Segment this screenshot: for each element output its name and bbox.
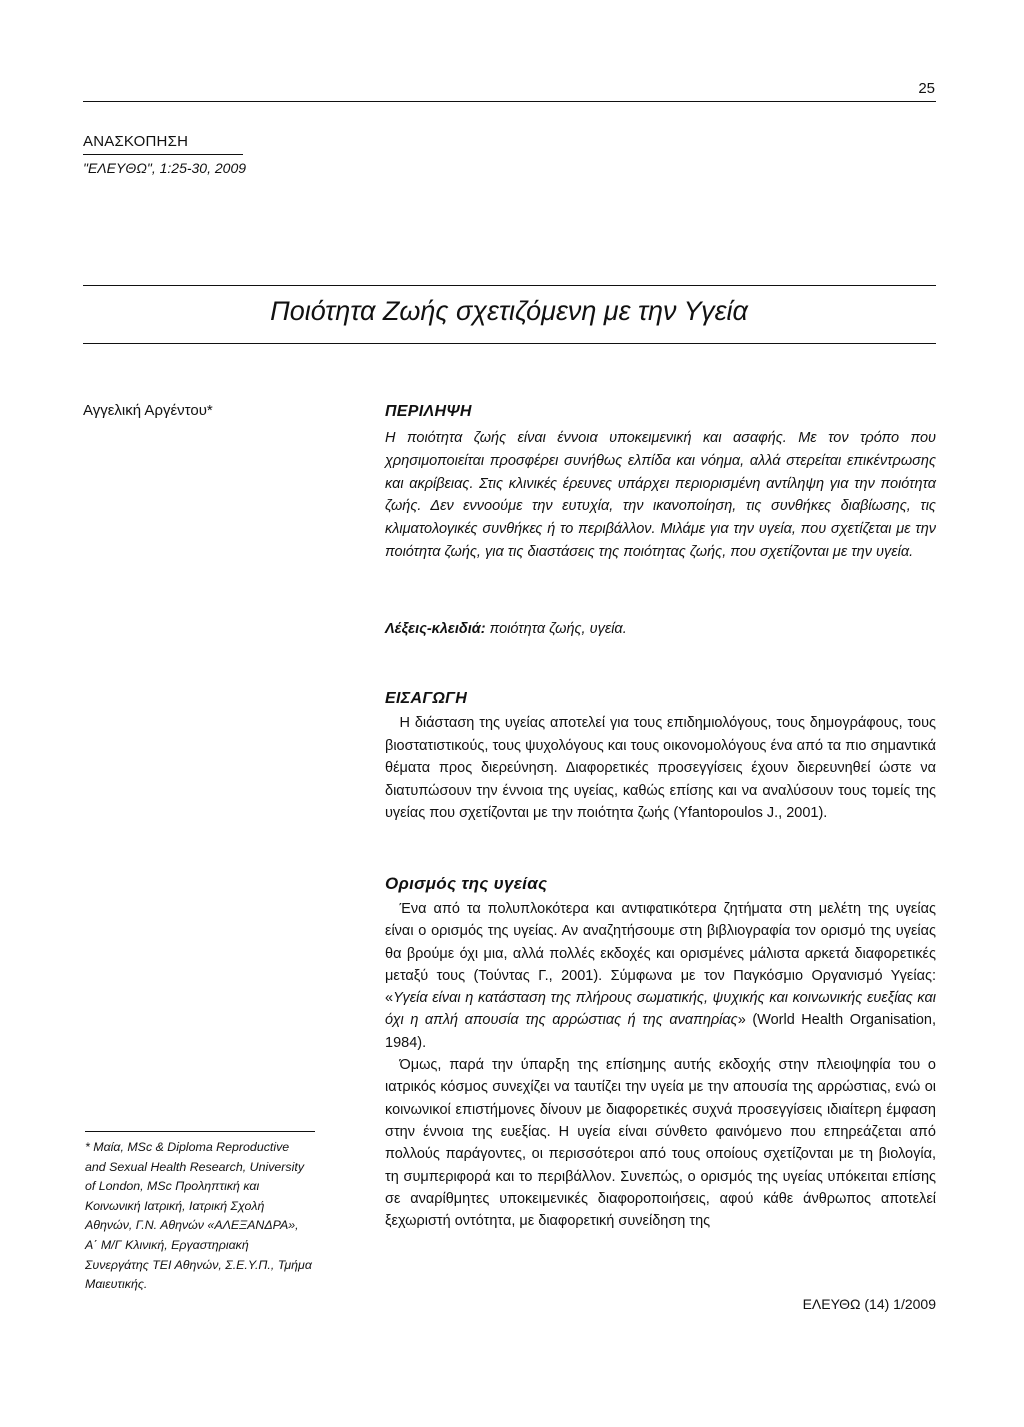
abstract-text: Η ποιότητα ζωής είναι έννοια υποκειμενική και ασαφής. Με τον τρόπο που χρησιμοποιείται προσφέρει συνήθως ελπίδα και νόημα, αλλά στερείται επικέντρωσης και ακρίβειας. Στις κλινικές έρευνες υπάρχει περιορισμένη αντίληψη για την ποιότητα ζωής. Δεν εννοούμε την ευτυχία, την ικανοποίηση, τις συνθήκες διαβίωσης, τις κλιματολογικές συνθήκες ή το περιβάλλον. Μιλάμε για την υγεία, που σχετίζεται με την ποιότητα ζωής, για τις διαστάσεις της ποιότητας ζωής, που σχετίζονται με την υγεία. (385, 430, 936, 560)
health-definition-paragraph-2: Όμως, παρά την ύπαρξη της επίσημης αυτής εκδοχής στην πλειοψηφία του ο ιατρικός κόσμος συνεχίζει να ταυτίζει την υγεία με την απουσία της αρρώστιας, ενώ οι κοινωνικοί επιστήμονες δίνουν με διαφορετικές συχνά προσεγγίσεις ιδιαίτερη έμφαση στην έννοια της ευεξίας. Η υγεία είναι σύνθετο φαινόμενο που επηρεάζεται από πολλούς παράγοντες, οι περισσότεροι από τους οποίους σχετίζονται με τη βιολογία, τη συμπεριφορά και το περιβάλλον. Συνεπώς, ο ορισμός της υγείας υπόκειται επίσης σε αναρίθμητες υποκειμενικές διαφοροποιήσεις, αφού κάθε άνθρωπος αποτελεί ξεχωριστή οντότητα, με διαφορετική συνείδηση της (385, 1057, 936, 1230)
section-label-underline (83, 154, 243, 155)
p1-end: » (World Health Organisation, 1984). (385, 1012, 936, 1051)
keywords-value: ποιότητα ζωής, υγεία. (489, 621, 627, 637)
page-number: 25 (918, 80, 935, 97)
section-label: ΑΝΑΣΚΟΠΗΣΗ (83, 133, 189, 150)
who-quote: Υγεία είναι η κατάσταση της πλήρους σωματικής, ψυχικής και κοινωνικής ευεξίας και όχι η απλή απουσία της αρρώστιας ή της αναπηρίας (385, 990, 936, 1029)
p1-start: Ένα από τα πολυπλοκότερα και αντιφατικότερα ζητήματα στη μελέτη της υγείας είναι ο ορισμός της υγείας. Αν αναζητήσουμε στη βιβλιογραφία τον ορισμό της υγείας θα βρούμε όχι μια, αλλά πολλές εκδοχές και ορισμένες μάλιστα αρκετά διαφορετικές μεταξύ τους (Τούντας Γ., 2001). Σύμφωνα με τον Παγκόσμιο Οργανισμό Υγείας: « (385, 901, 936, 1007)
introduction-heading: ΕΙΣΑΓΩΓΗ (385, 690, 468, 707)
footnote-rule (85, 1131, 315, 1132)
abstract-heading: ΠΕΡΙΛΗΨΗ (385, 403, 472, 420)
author-name: Αγγελική Αργέντου* (83, 402, 213, 419)
footer-journal-mark: ΕΛΕΥΘΩ (14) 1/2009 (802, 1296, 936, 1312)
header-rule (83, 101, 936, 102)
introduction-text: Η διάσταση της υγείας αποτελεί για τους επιδημιολόγους, τους δημογράφους, τους βιοστατιστικούς, τους ψυχολόγους και τους οικονομολόγους ένα από τα πιο σημαντικά θέματα προς διερεύνηση. Διαφορετικές προσεγγίσεις έχουν διερευνηθεί ώστε να διατυπώσουν την έννοια της υγείας, καθώς επίσης και να αναλύσουν τους τομείς της υγείας που σχετίζονται με την ποιότητα ζωής (Yfantopoulos J., 2001). (385, 715, 936, 822)
health-definition-heading: Ορισμός της υγείας (385, 874, 548, 893)
article-title: Ποιότητα Ζωής σχετιζόμενη με την Υγεία (270, 296, 748, 326)
title-bottom-rule (83, 343, 936, 344)
keywords-label: Λέξεις-κλειδιά: (385, 621, 486, 637)
author-footnote: * Μαία, MSc & Diploma Reproductive and Sexual Health Research, University of London, MSc Προληπτική και Κοινωνική Ιατρική, Ιατρική Σχολή Αθηνών, Γ.Ν. Αθηνών «ΑΛΕΞΑΝΔΡΑ», Α΄ Μ/Γ Κλινική, Εργαστηριακή Συνεργάτης ΤΕΙ Αθηνών, Σ.Ε.Υ.Π., Τμήμα Μαιευτικής. (85, 1140, 312, 1292)
journal-reference: "ΕΛΕΥΘΩ", 1:25-30, 2009 (83, 160, 247, 176)
health-definition-text (385, 898, 936, 1232)
keywords (385, 621, 627, 637)
health-definition-paragraph-1 (385, 898, 936, 1054)
title-top-rule (83, 285, 936, 286)
